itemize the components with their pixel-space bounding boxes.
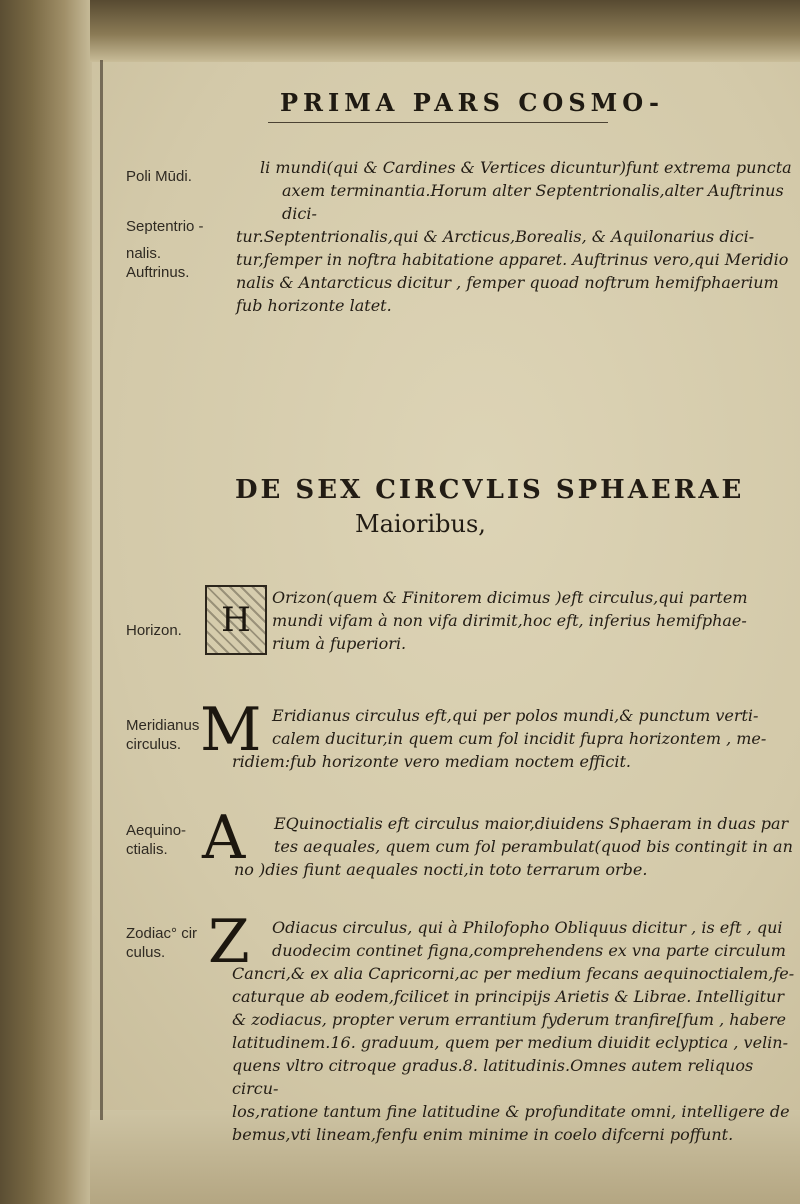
margin-rule [100,60,103,1120]
paragraph-zodiac [232,916,800,1146]
text-line: nalis & Antarcticus dicitur , femper quoad noftrum hemifphaerium [236,273,779,292]
ornamental-initial-h [205,585,267,655]
text-line: rium à fuperiori. [272,634,407,653]
section-subtitle: Maioribus, [355,510,486,538]
margin-note-zodiac: Zodiac° cir [126,925,198,942]
page-gutter [0,0,92,1204]
text-line: los,ratione tantum fine latitudine & profunditate omni, intelligere de [232,1102,790,1121]
margin-note-aequino: Aequino- [126,822,187,839]
running-head: PRIMA PARS COSMO- [280,88,664,117]
margin-note-poli: Poli Mūdi. [126,168,192,185]
text-line: Cancri,& ex alia Capricorni,ac per medium fecans aequinoctialem,fe- [232,964,795,983]
paragraph-poles [236,156,800,317]
text-line: calem ducitur,in quem cum fol incidit fupra horizontem , me- [272,729,767,748]
dropcap-m: M [200,695,262,765]
dropcap-z: Z [208,907,250,977]
text-line: tes aequales, quem cum fol perambulat(quod bis contingit in an [274,837,793,856]
paragraph-horizon [272,586,748,655]
page-top-edge [90,0,800,62]
margin-note-auftrinus: Auftrinus. [126,264,190,281]
text-line: ridiem:fub horizonte vero mediam noctem efficit. [232,752,632,771]
margin-note-aequino-2: ctialis. [126,841,168,858]
text-line: bemus,vti lineam,fenfu enim minime in coelo difcerni poffunt. [232,1125,734,1144]
text-line: latitudinem.16. graduum, quem per medium diuidit eclyptica , velin- [232,1033,789,1052]
margin-note-septentrio: Septentrio - [126,218,204,235]
paragraph-meridian [232,704,767,773]
margin-note-horizon: Horizon. [126,622,182,639]
margin-note-meridianus: Meridianus [126,717,200,734]
text-line: EQuinoctialis eft circulus maior,diuidens Sphaeram in duas par [274,814,789,833]
margin-note-nalis: nalis. [126,245,162,262]
text-line: quens vltro citroque gradus.8. latitudinis.Omnes autem reliquos circu- [232,1056,754,1098]
text-line: Orizon(quem & Finitorem dicimus )eft circulus,qui partem [272,588,748,607]
text-line: duodecim continet figna,comprehendens ex vna parte circulum [272,941,786,960]
margin-note-meridianus-2: circulus. [126,736,182,753]
paragraph-aequinoctial [234,812,793,881]
text-line: Odiacus circulus, qui à Philofopho Obliquus dicitur , is eft , qui [272,918,783,937]
text-line: no )dies fiunt aequales nocti,in toto terrarum orbe. [234,860,648,879]
dropcap-a: A [202,803,246,873]
text-line: axem terminantia.Horum alter Septentrionalis,alter Auftrinus dici- [282,181,784,223]
text-line: caturque ab eodem,fcilicet in principijs Arietis & Librae. Intelligitur [232,987,785,1006]
head-rule [268,122,608,123]
text-line: & zodiacus, propter verum errantium fyderum tranfire[fum , habere [232,1010,786,1029]
text-line: Eridianus circulus eft,qui per polos mundi,& punctum verti- [272,706,759,725]
text-line: tur.Septentrionalis,qui & Arcticus,Borealis, & Aquilonarius dici- [236,227,755,246]
ornament-letter: H [221,600,251,640]
section-title: DE SEX CIRCVLIS SPHAERAE [235,475,745,505]
text-line: li mundi(qui & Cardines & Vertices dicuntur)funt extrema puncta [260,158,792,177]
text-line: mundi vifam à non vifa dirimit,hoc eft, inferius hemifphae- [272,611,747,630]
text-line: fub horizonte latet. [236,296,392,315]
text-line: tur,femper in noftra habitatione apparet. Auftrinus vero,qui Meridio [236,250,789,269]
margin-note-zodiac-2: culus. [126,944,166,961]
